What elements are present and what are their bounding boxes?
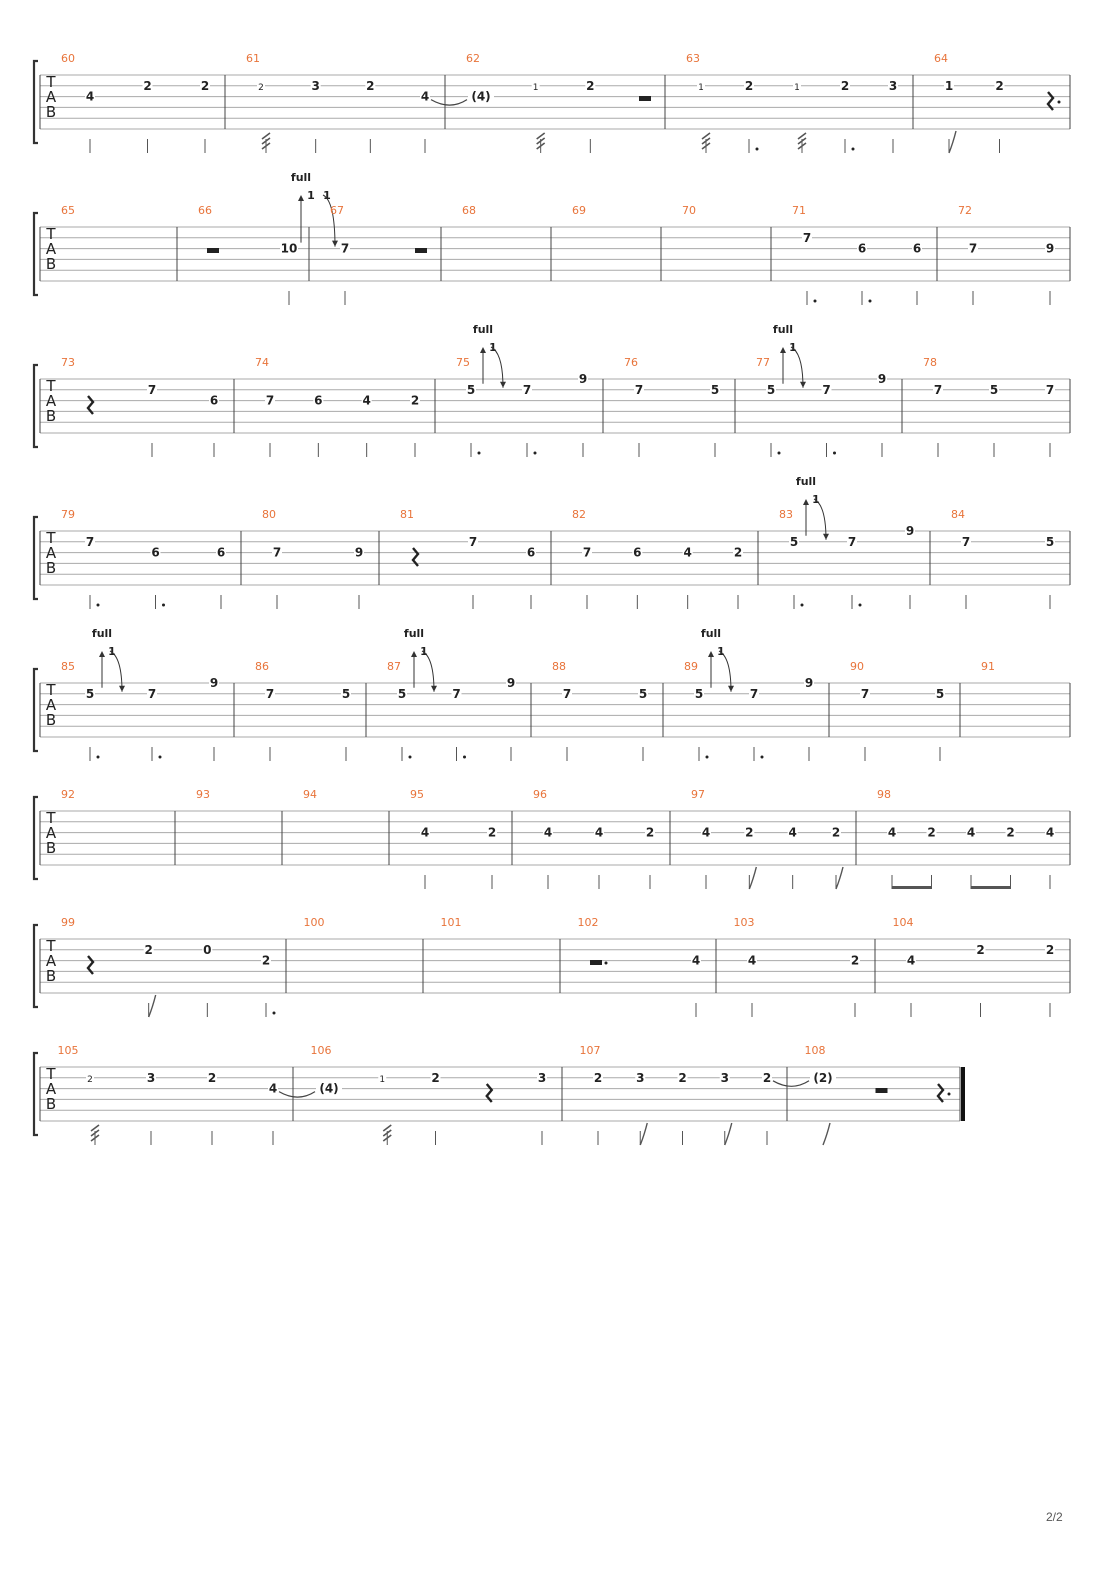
tab-clef-letter: T [46, 529, 56, 547]
fret-number: 2 [840, 78, 850, 93]
measure-number: 105 [57, 1044, 79, 1057]
measure-number: 75 [456, 356, 470, 369]
half-rest [415, 248, 427, 253]
release-arrowhead [728, 686, 734, 692]
fret-number: 7 [634, 382, 644, 397]
fret-number: 3 [720, 1070, 729, 1085]
measure-number: 74 [255, 356, 269, 369]
bend-label: full [772, 323, 794, 336]
measure-number: 100 [303, 916, 325, 929]
fret-number: 7 [562, 686, 572, 701]
half-rest [207, 248, 219, 253]
rhythm-dot [478, 452, 481, 455]
fret-number: 2 [200, 78, 210, 93]
measure-number: 108 [804, 1044, 826, 1057]
tab-clef-letter: A [45, 392, 57, 410]
measure-number: 69 [572, 204, 586, 217]
fret-number: 1 [944, 78, 954, 93]
rhythm-dot [97, 604, 100, 607]
note-beam [971, 886, 1011, 889]
fret-number: 9 [578, 372, 588, 386]
rhythm-dot [814, 300, 817, 303]
rest-dot [605, 962, 608, 965]
fret-number: 1 [794, 82, 800, 93]
rhythm-dot [409, 756, 412, 759]
fret-number: 7 [147, 686, 157, 701]
release-arrowhead [431, 686, 437, 692]
fret-number: 7 [85, 534, 95, 549]
tab-clef-letter: B [45, 103, 57, 121]
fret-number: (4) [319, 1081, 339, 1096]
note-beam [892, 886, 932, 889]
fret-number: 2 [976, 942, 985, 957]
bend-arrowhead [480, 347, 486, 353]
fret-number: 7 [522, 382, 532, 397]
fret-number: 3 [311, 78, 320, 93]
measure-number: 89 [684, 660, 698, 673]
half-rest [639, 96, 651, 101]
tab-clef-letter: A [45, 88, 57, 106]
fret-number: 9 [354, 545, 364, 560]
measure-number: 66 [198, 204, 212, 217]
measure-number: 98 [877, 788, 891, 801]
rhythm-dot [761, 756, 764, 759]
measure-number: 104 [892, 916, 914, 929]
fret-number: 2 [850, 953, 860, 968]
fret-number: 4 [906, 953, 916, 968]
rhythm-dot [869, 300, 872, 303]
bend-label: full [472, 323, 494, 336]
fret-number: 5 [789, 534, 799, 549]
bend-amount: 1 [789, 341, 797, 354]
rhythm-dot [756, 148, 759, 151]
tab-clef-letter: T [46, 73, 56, 91]
release-arrowhead [500, 382, 506, 388]
bend-arrowhead [298, 195, 304, 201]
measure-number: 101 [440, 916, 462, 929]
rhythm-dot [859, 604, 862, 607]
rhythm-dot [463, 756, 466, 759]
measure-number: 86 [255, 660, 269, 673]
fret-number: 5 [989, 382, 999, 397]
system-bracket [34, 213, 38, 295]
measure-number: 64 [934, 52, 948, 65]
note-flag [149, 995, 156, 1017]
system-bracket [34, 925, 38, 1007]
tie-arc [773, 1081, 809, 1087]
fret-number: 2 [762, 1070, 772, 1085]
fret-number: 7 [968, 241, 978, 256]
fret-number: 3 [636, 1070, 645, 1085]
fret-number: 4 [701, 825, 711, 840]
measure-number: 73 [61, 356, 75, 369]
fret-number: 4 [747, 953, 757, 968]
release-arrowhead [332, 241, 338, 247]
fret-number: 5 [341, 686, 351, 701]
fret-number: 5 [1045, 534, 1055, 549]
fret-number: 5 [466, 382, 476, 397]
measure-number: 95 [410, 788, 424, 801]
rhythm-dot [273, 1012, 276, 1015]
tab-clef-letter: B [45, 711, 57, 729]
fret-number: 5 [935, 686, 945, 701]
tab-clef-letter: B [45, 839, 57, 857]
fret-number: 6 [526, 545, 536, 560]
fret-number: 7 [147, 382, 157, 397]
fret-number: 4 [966, 825, 976, 840]
fret-number: 6 [857, 241, 867, 256]
tab-clef-letter: A [45, 240, 57, 258]
fret-number: 2 [143, 78, 152, 93]
note-flag [823, 1123, 830, 1145]
release-arrowhead [823, 534, 829, 540]
measure-number: 79 [61, 508, 75, 521]
measure-number: 90 [850, 660, 864, 673]
rhythm-dot [534, 452, 537, 455]
measure-number: 99 [61, 916, 75, 929]
fret-number: 9 [804, 676, 814, 690]
tab-clef-letter: B [45, 407, 57, 425]
fret-number: 6 [216, 545, 226, 560]
tab-clef-letter: T [46, 937, 56, 955]
measure-number: 92 [61, 788, 75, 801]
fret-number: 4 [683, 545, 692, 560]
measure-number: 97 [691, 788, 705, 801]
fret-number: 10 [280, 241, 298, 256]
tab-clef-letter: T [46, 809, 56, 827]
system-bracket [34, 517, 38, 599]
measure-number: 60 [61, 52, 75, 65]
fret-number: 5 [397, 686, 407, 701]
rest-dot [948, 1093, 951, 1096]
fret-number: 5 [638, 686, 648, 701]
fret-number: 7 [749, 686, 759, 701]
fret-number: 3 [888, 78, 898, 93]
measure-number: 85 [61, 660, 75, 673]
fret-number: 4 [362, 393, 371, 408]
fret-number: 4 [691, 953, 701, 968]
measure-number: 63 [686, 52, 700, 65]
release-arrowhead [800, 382, 806, 388]
fret-number: 9 [877, 372, 887, 386]
measure-number: 93 [196, 788, 210, 801]
tab-clef-letter: A [45, 952, 57, 970]
bend-amount: 1 [420, 645, 428, 658]
fret-number: 2 [1006, 825, 1015, 840]
measure-number: 81 [400, 508, 414, 521]
fret-number: 2 [258, 82, 264, 93]
fret-number: 4 [887, 825, 897, 840]
bend-arrowhead [780, 347, 786, 353]
half-rest [590, 960, 602, 965]
measure-number: 88 [552, 660, 566, 673]
measure-number: 77 [756, 356, 770, 369]
note-flag [949, 131, 956, 153]
fret-number: 3 [146, 1070, 156, 1085]
bend-amount: 1 [307, 189, 315, 202]
bend-arrowhead [99, 651, 105, 657]
rhythm-dot [778, 452, 781, 455]
measure-number: 78 [923, 356, 937, 369]
fret-number: 2 [87, 1074, 93, 1085]
note-flag [640, 1123, 647, 1145]
measure-number: 80 [262, 508, 276, 521]
bend-label: full [91, 627, 113, 640]
fret-number: 7 [847, 534, 857, 549]
measure-number: 72 [958, 204, 972, 217]
fret-number: 4 [594, 825, 604, 840]
measure-number: 70 [682, 204, 696, 217]
measure-number: 83 [779, 508, 793, 521]
tab-clef-letter: A [45, 824, 57, 842]
fret-number: 9 [506, 676, 516, 690]
tab-clef-letter: A [45, 696, 57, 714]
fret-number: 2 [261, 953, 271, 968]
fret-number: 4 [268, 1081, 278, 1096]
rest-dot [1058, 101, 1061, 104]
fret-number: 2 [366, 78, 375, 93]
fret-number: 2 [744, 78, 754, 93]
page-number: 2/2 [1046, 1510, 1063, 1524]
fret-number: 7 [265, 393, 275, 408]
fret-number: 7 [452, 686, 461, 701]
bend-arrowhead [411, 651, 417, 657]
fret-number: 4 [543, 825, 553, 840]
half-rest [876, 1088, 888, 1093]
rhythm-dot [97, 756, 100, 759]
fret-number: 2 [831, 825, 841, 840]
fret-number: 7 [265, 686, 275, 701]
measure-number: 103 [733, 916, 755, 929]
tab-clef-letter: B [45, 255, 57, 273]
fret-number: 2 [410, 393, 420, 408]
tie-arc [279, 1092, 315, 1098]
fret-number: 7 [272, 545, 282, 560]
fret-number: 7 [1045, 382, 1055, 397]
fret-number: 3 [537, 1070, 547, 1085]
fret-number: 2 [207, 1070, 217, 1085]
fret-number: 2 [1045, 942, 1055, 957]
bend-label: full [795, 475, 817, 488]
tab-clef-letter: B [45, 559, 57, 577]
fret-number: 2 [645, 825, 655, 840]
tab-clef-letter: B [45, 967, 57, 985]
tab-clef-letter: B [45, 1095, 57, 1113]
fret-number: 2 [586, 78, 595, 93]
system-bracket [34, 365, 38, 447]
bend-amount: 1 [323, 189, 331, 202]
rhythm-dot [833, 452, 836, 455]
fret-number: 1 [532, 82, 539, 93]
measure-number: 107 [579, 1044, 601, 1057]
measure-number: 61 [246, 52, 260, 65]
fret-number: 7 [860, 686, 870, 701]
rhythm-dot [706, 756, 709, 759]
measure-number: 94 [303, 788, 317, 801]
system-bracket [34, 1053, 38, 1135]
fret-number: 7 [961, 534, 971, 549]
system-bracket [34, 797, 38, 879]
bend-amount: 1 [108, 645, 116, 658]
note-flag [836, 867, 843, 889]
fret-number: 6 [151, 545, 160, 560]
bend-arrowhead [803, 499, 809, 505]
bend-amount: 1 [489, 341, 497, 354]
fret-number: 6 [314, 393, 323, 408]
fret-number: 4 [420, 89, 430, 104]
fret-number: 1 [379, 1074, 386, 1085]
fret-number: 2 [144, 942, 153, 957]
fret-number: 6 [209, 393, 219, 408]
note-flag [749, 867, 756, 889]
fret-number: 0 [203, 942, 212, 957]
fret-number: 2 [487, 825, 497, 840]
fret-number: 7 [468, 534, 478, 549]
fret-number: (2) [813, 1070, 833, 1085]
fret-number: 9 [209, 676, 219, 690]
bend-amount: 1 [717, 645, 725, 658]
tab-clef-letter: T [46, 377, 56, 395]
fret-number: 5 [710, 382, 720, 397]
measure-number: 84 [951, 508, 965, 521]
fret-number: 4 [788, 825, 797, 840]
measure-number: 65 [61, 204, 75, 217]
fret-number: 5 [694, 686, 704, 701]
tie-arc [431, 100, 467, 106]
measure-number: 76 [624, 356, 638, 369]
release-curve [323, 195, 335, 247]
measure-number: 106 [310, 1044, 332, 1057]
tab-clef-letter: T [46, 1065, 56, 1083]
fret-number: 2 [995, 78, 1004, 93]
release-arrowhead [119, 686, 125, 692]
fret-number: 2 [593, 1070, 603, 1085]
measure-number: 62 [466, 52, 480, 65]
measure-number: 71 [792, 204, 806, 217]
fret-number: 7 [933, 382, 943, 397]
measure-number: 82 [572, 508, 586, 521]
bend-label: full [403, 627, 425, 640]
rhythm-dot [852, 148, 855, 151]
fret-number: (4) [471, 89, 491, 104]
rhythm-dot [162, 604, 165, 607]
fret-number: 1 [698, 82, 704, 93]
fret-number: 2 [678, 1070, 687, 1085]
fret-number: 2 [733, 545, 743, 560]
fret-number: 9 [905, 524, 915, 538]
fret-number: 2 [431, 1070, 440, 1085]
note-flag [725, 1123, 732, 1145]
fret-number: 7 [802, 230, 812, 245]
bend-amount: 1 [812, 493, 820, 506]
measure-number: 102 [577, 916, 599, 929]
measure-number: 68 [462, 204, 476, 217]
tab-clef-letter: A [45, 544, 57, 562]
fret-number: 5 [766, 382, 776, 397]
measure-number: 96 [533, 788, 547, 801]
fret-number: 9 [1045, 241, 1055, 256]
tab-clef-letter: T [46, 225, 56, 243]
fret-number: 7 [582, 545, 592, 560]
tab-clef-letter: A [45, 1080, 57, 1098]
fret-number: 4 [420, 825, 430, 840]
fret-number: 7 [822, 382, 831, 397]
system-bracket [34, 61, 38, 143]
bend-label: full [700, 627, 722, 640]
fret-number: 2 [927, 825, 936, 840]
fret-number: 2 [745, 825, 754, 840]
fret-number: 7 [340, 241, 350, 256]
fret-number: 5 [85, 686, 95, 701]
measure-number: 91 [981, 660, 995, 673]
fret-number: 6 [633, 545, 642, 560]
bend-arrowhead [708, 651, 714, 657]
tab-clef-letter: T [46, 681, 56, 699]
bend-label: full [290, 171, 312, 184]
fret-number: 4 [1045, 825, 1055, 840]
measure-number: 87 [387, 660, 401, 673]
system-bracket [34, 669, 38, 751]
rhythm-dot [159, 756, 162, 759]
measure-number: 67 [330, 204, 344, 217]
fret-number: 4 [85, 89, 95, 104]
rhythm-dot [801, 604, 804, 607]
fret-number: 6 [912, 241, 922, 256]
